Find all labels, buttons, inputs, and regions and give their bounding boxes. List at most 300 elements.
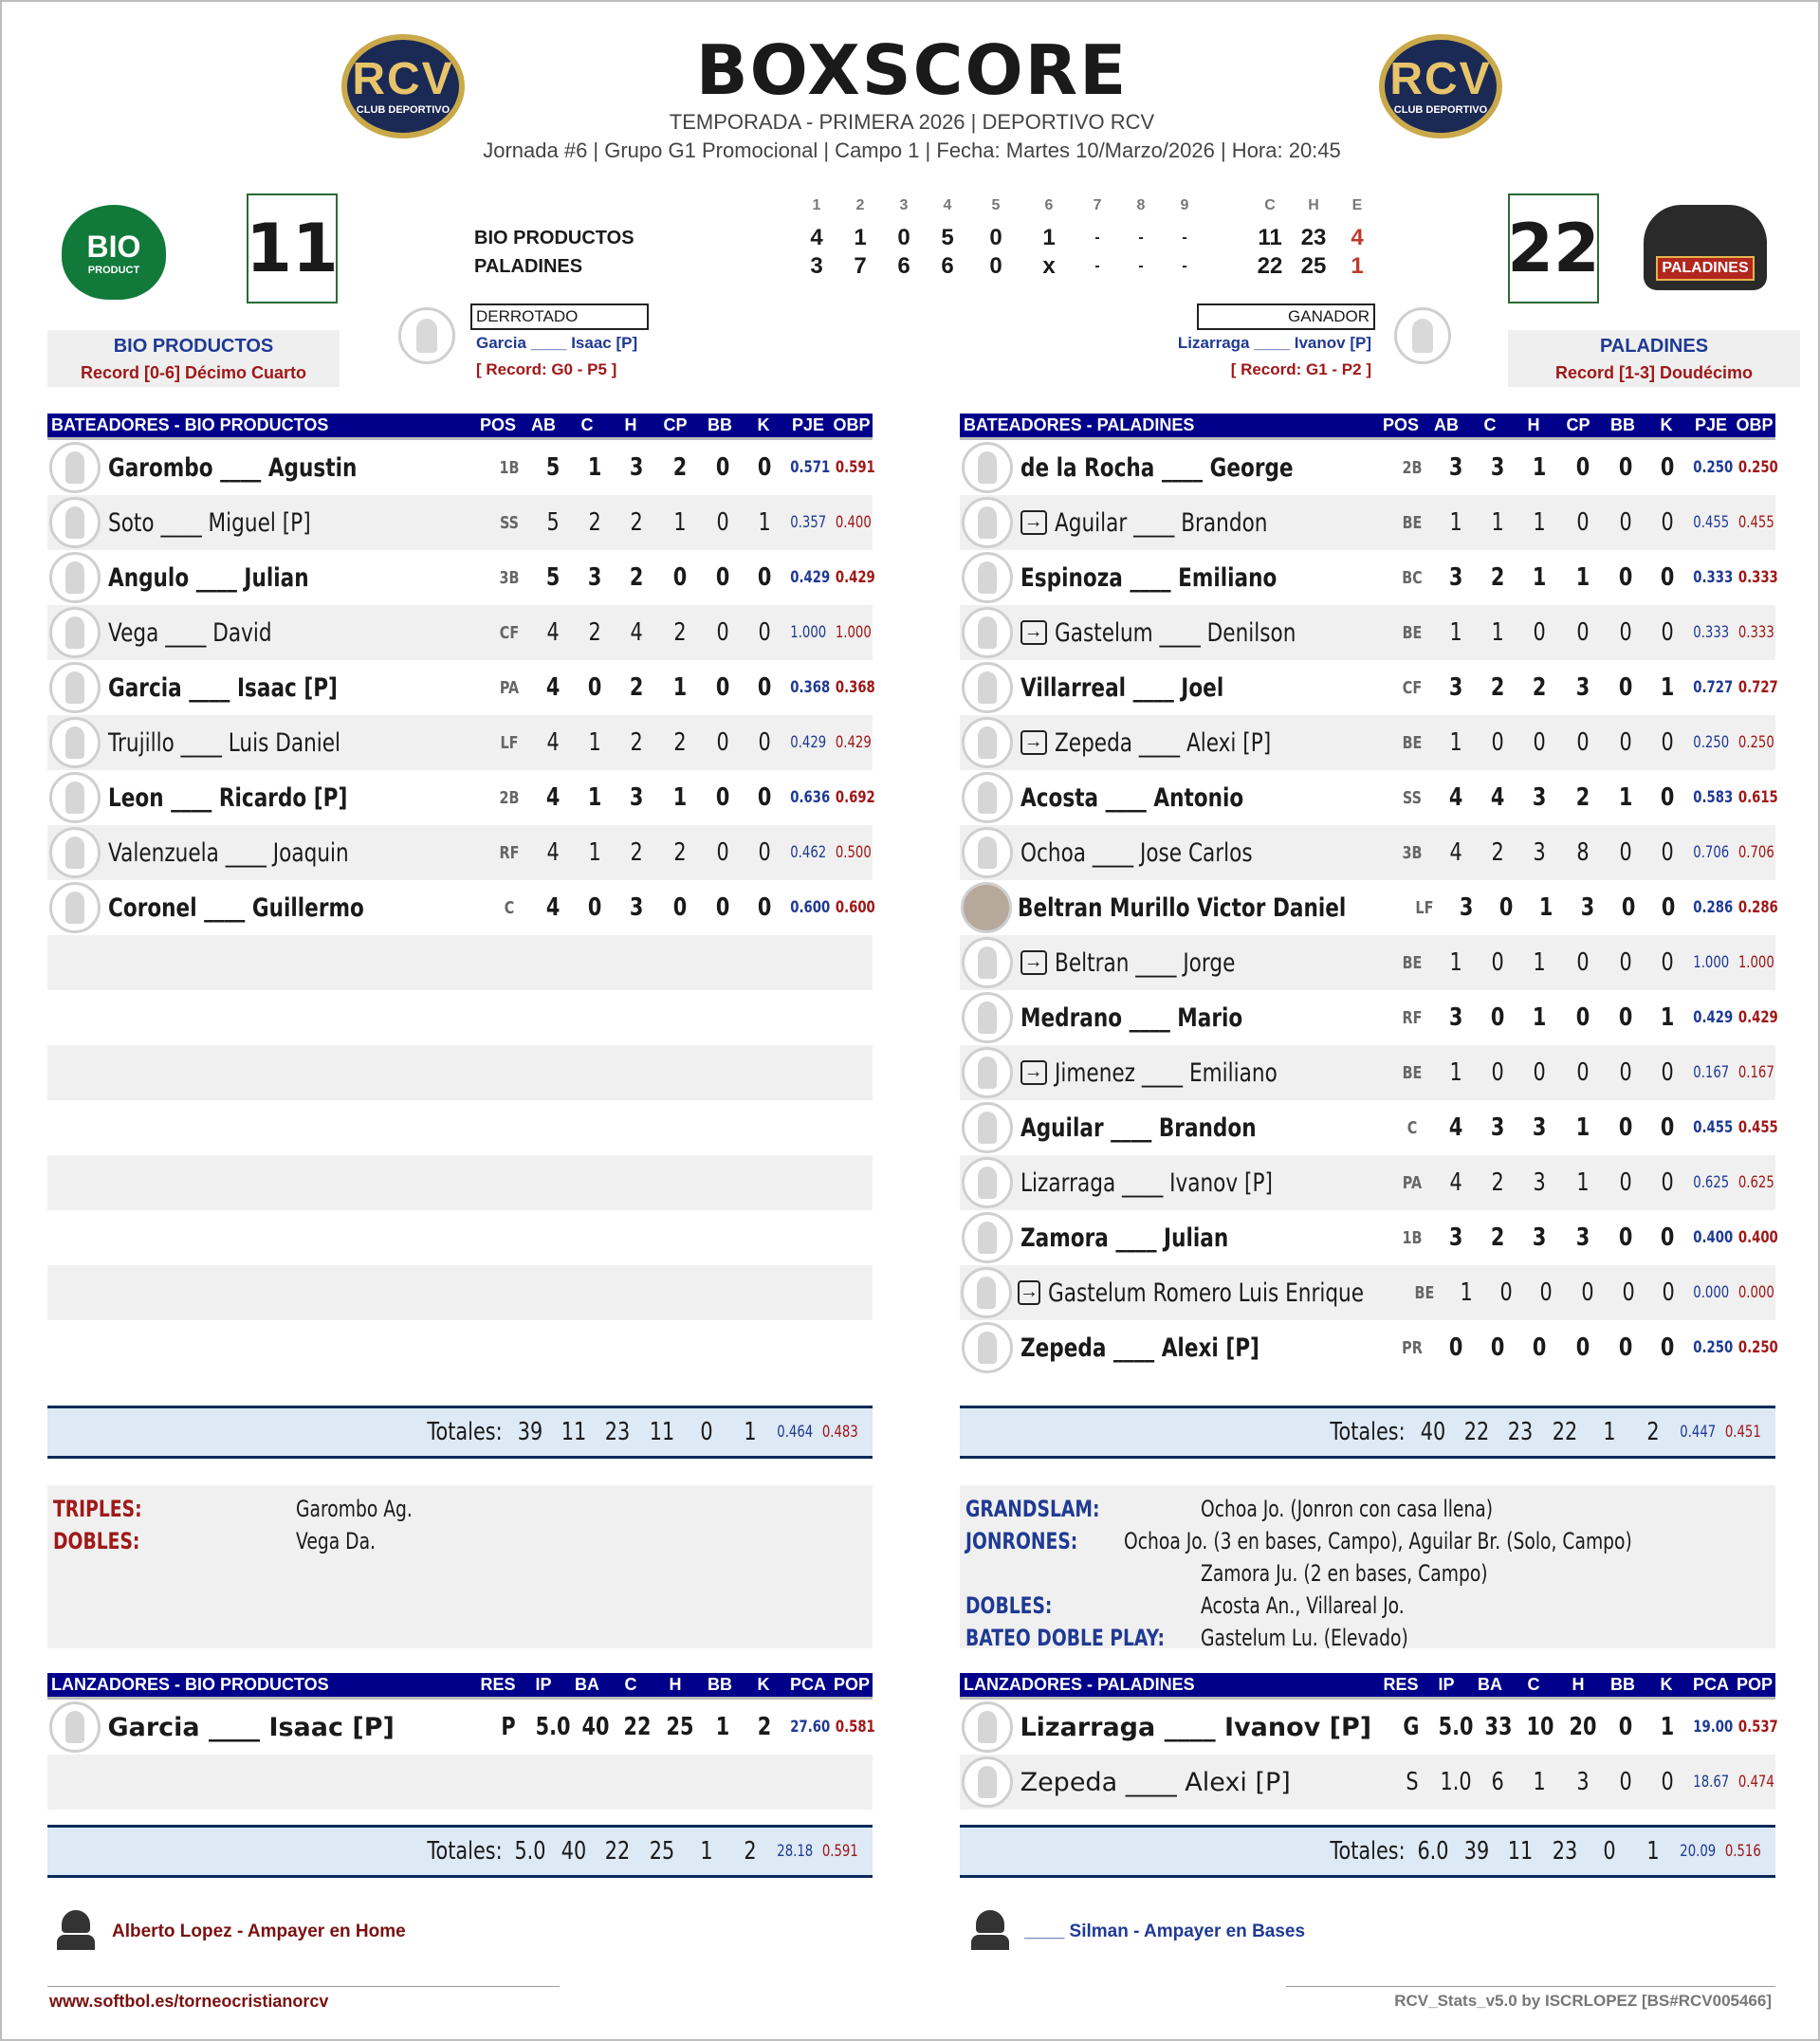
table-row	[960, 825, 1775, 880]
player-name[interactable]: Ochoa ____ Jose Carlos	[1020, 837, 1253, 868]
player-name[interactable]: Aguilar ____ Brandon	[1054, 507, 1268, 538]
player-name-cell	[102, 508, 487, 538]
stat-cp: 3	[1580, 893, 1594, 922]
player-name[interactable]: Jimenez ____ Emiliano	[1054, 1057, 1278, 1088]
stat-k: 1	[1660, 673, 1675, 702]
stat-bb: 0	[1619, 728, 1632, 757]
col-head: RES	[1383, 1675, 1419, 1694]
stat-h: 1	[1533, 453, 1547, 482]
total-obp: 0.483	[821, 1423, 858, 1442]
player-photo	[960, 935, 1015, 990]
player-name[interactable]: Gastelum ____ Denilson	[1054, 617, 1296, 648]
player-name-cell	[102, 563, 487, 593]
player-name[interactable]: Coronel ____ Guillermo	[107, 892, 364, 923]
player-photo	[47, 660, 102, 715]
stat-ba: 33	[1484, 1713, 1513, 1741]
total-pje: 0.464	[777, 1423, 814, 1442]
player-name[interactable]: Leon ____ Ricardo [P]	[107, 782, 347, 813]
player-position: BC	[1402, 567, 1423, 588]
col-head: IP	[535, 1675, 552, 1694]
total-hits: 23	[1300, 225, 1327, 250]
note-label: GRANDSLAM:	[965, 1496, 1100, 1522]
col-head: C	[624, 1675, 637, 1694]
player-name-cell	[102, 783, 487, 813]
player-name-cell	[1015, 1113, 1390, 1143]
stat-bb: 0	[1619, 508, 1632, 537]
section-title: BATEADORES - BIO PRODUCTOS	[51, 415, 329, 434]
stat-obp: 0.500	[835, 843, 872, 862]
stat-obp: 0.250	[1737, 458, 1778, 477]
player-name[interactable]: Trujillo ____ Luis Daniel	[107, 727, 340, 758]
stat-cp: 0	[1576, 728, 1590, 757]
stat-c: 4	[1491, 783, 1505, 812]
stat-cp: 0	[672, 563, 687, 592]
player-position: BE	[1402, 512, 1423, 533]
loser-name: Garcia ____ Isaac [P]	[476, 334, 638, 352]
player-name[interactable]: Medrano ____ Mario	[1020, 1002, 1242, 1033]
stat-k: 0	[1661, 1058, 1674, 1087]
stat-pop: 0.474	[1737, 1773, 1774, 1792]
player-name[interactable]: Espinoza ____ Emiliano	[1020, 562, 1277, 593]
inning-runs: 0	[897, 225, 910, 250]
player-photo	[47, 495, 102, 550]
total-h: 25	[649, 1837, 675, 1866]
player-avatar	[49, 662, 101, 713]
stat-h: 2	[630, 508, 644, 537]
stat-c: 0	[1491, 1058, 1505, 1087]
stat-k: 0	[757, 893, 772, 922]
logo-subtext: CLUB DEPORTIVO	[1393, 104, 1488, 116]
stat-h: 3	[1576, 1768, 1590, 1796]
stat-cp: 0	[1576, 508, 1590, 537]
total-pca: 28.18	[777, 1842, 814, 1861]
col-head: POS	[479, 415, 516, 434]
table-row	[960, 1700, 1778, 1755]
stat-c: 1	[1491, 508, 1505, 537]
player-position: 2B	[1402, 457, 1423, 478]
player-name[interactable]: Acosta ____ Antonio	[1020, 782, 1243, 813]
player-position: LF	[1415, 897, 1434, 918]
table-row	[960, 935, 1775, 990]
player-position: PA	[499, 677, 520, 698]
away-batting-rows	[47, 440, 873, 1375]
stat-ab: 3	[1449, 1223, 1463, 1252]
total-runs: 22	[1257, 253, 1283, 279]
stat-obp: 0.615	[1737, 788, 1778, 807]
stat-cp: 1	[1575, 1113, 1590, 1142]
player-photo	[960, 440, 1015, 495]
stat-pje: 0.706	[1693, 843, 1730, 862]
pitcher-name[interactable]: Lizarraga ____ Ivanov [P]	[1020, 1712, 1372, 1742]
stat-bb: 0	[715, 453, 729, 482]
stat-pje: 0.462	[790, 843, 827, 862]
player-name[interactable]: Villarreal ____ Joel	[1020, 672, 1223, 703]
linescore-header	[474, 197, 1379, 220]
stat-c: 2	[1491, 563, 1505, 592]
away-pitching-table	[47, 1673, 873, 1810]
stat-k: 0	[1660, 453, 1675, 482]
player-name[interactable]: Zamora ____ Julian	[1020, 1223, 1228, 1253]
player-name[interactable]: Vega ____ David	[107, 617, 272, 648]
stat-c: 1	[588, 783, 602, 812]
away-team-label	[47, 330, 340, 387]
stat-h: 0	[1539, 1278, 1553, 1307]
table-row	[47, 1755, 873, 1810]
logo-text: PALADINES	[1656, 256, 1754, 281]
player-avatar	[49, 442, 101, 493]
stat-h: 25	[666, 1713, 694, 1741]
stat-ab: 1	[1449, 618, 1462, 647]
stat-h: 2	[630, 563, 644, 592]
total-ba: 39	[1463, 1837, 1490, 1866]
player-avatar	[962, 1157, 1013, 1208]
table-row	[960, 1045, 1775, 1100]
total-ip: 5.0	[514, 1837, 546, 1866]
stat-k: 2	[757, 1713, 772, 1741]
player-avatar	[962, 937, 1013, 988]
logo-text: RCV	[352, 54, 454, 104]
section-title: LANZADORES - BIO PRODUCTOS	[51, 1675, 329, 1694]
stat-pca: 27.60	[790, 1718, 831, 1737]
errors-head: E	[1351, 197, 1363, 213]
home-batting-header	[960, 414, 1775, 440]
paladines-logo	[1639, 195, 1772, 300]
player-avatar	[962, 992, 1013, 1043]
stat-h: 3	[1533, 1113, 1547, 1142]
stat-obp: 0.000	[1737, 1283, 1774, 1302]
stat-cp: 2	[672, 453, 687, 482]
away-score: 11	[247, 193, 338, 303]
stat-k: 1	[1660, 1713, 1675, 1741]
player-name[interactable]: Zepeda ____ Alexi [P]	[1054, 727, 1271, 758]
linescore-team: BIO PRODUCTOS	[474, 227, 634, 248]
table-row	[960, 550, 1778, 605]
stat-res: G	[1403, 1713, 1420, 1741]
player-name-cell	[1015, 948, 1390, 978]
stat-k: 0	[1661, 893, 1676, 922]
total-c: 11	[561, 1418, 587, 1446]
stat-cp: 2	[673, 728, 687, 757]
inning-runs: 0	[989, 225, 1002, 250]
inning-runs: 1	[1042, 225, 1056, 250]
total-k: 2	[744, 1837, 757, 1866]
stat-bb: 0	[1618, 1713, 1633, 1741]
stat-pje: 0.400	[1693, 1228, 1734, 1247]
total-bb: 1	[700, 1837, 713, 1866]
player-name[interactable]: Aguilar ____ Brandon	[1020, 1112, 1257, 1143]
player-name-cell	[102, 673, 487, 703]
inning-runs: 6	[897, 253, 910, 279]
player-position: BE	[1402, 622, 1423, 643]
player-name[interactable]: Lizarraga ____ Ivanov [P]	[1020, 1168, 1273, 1198]
home-pitching-header	[960, 1673, 1775, 1700]
stat-obp: 0.400	[1737, 1228, 1778, 1247]
logo-text: RCV	[1389, 54, 1492, 104]
player-name[interactable]: Soto ____ Miguel [P]	[107, 507, 311, 538]
col-head: K	[757, 415, 770, 434]
stat-bb: 0	[1621, 893, 1635, 922]
total-k: 2	[1646, 1418, 1660, 1446]
note-row	[960, 1622, 1775, 1654]
stat-ab: 3	[1459, 893, 1474, 922]
stat-h: 0	[1533, 1058, 1547, 1087]
table-row	[47, 770, 873, 825]
away-team-name: BIO PRODUCTOS	[113, 336, 274, 357]
stat-c: 1	[588, 453, 602, 482]
winner-record: [ Record: G1 - P2 ]	[1230, 360, 1371, 378]
player-name[interactable]: Gastelum Romero Luis Enrique	[1048, 1278, 1365, 1308]
stat-c: 0	[1491, 728, 1505, 757]
stat-obp: 1.000	[835, 623, 872, 642]
player-name-cell	[1015, 1003, 1390, 1033]
inning-runs: 1	[854, 225, 867, 250]
linescore-row-home	[474, 252, 1379, 281]
stat-obp: 0.167	[1737, 1063, 1774, 1082]
totals-label: Totales:	[1330, 1837, 1406, 1866]
stat-c: 2	[1491, 673, 1505, 702]
col-head: H	[1527, 415, 1540, 434]
total-h: 23	[1507, 1418, 1534, 1446]
player-name[interactable]: Zepeda ____ Alexi [P]	[1020, 1333, 1259, 1363]
player-avatar	[962, 1701, 1013, 1753]
player-name-cell	[102, 728, 487, 758]
player-avatar	[962, 1322, 1013, 1373]
inning-runs: 5	[941, 225, 954, 250]
note-label: BATEO DOBLE PLAY:	[965, 1625, 1166, 1651]
stat-pje: 0.167	[1693, 1063, 1730, 1082]
note-row	[960, 1525, 1775, 1557]
stat-bb: 1	[1618, 783, 1632, 812]
player-avatar	[49, 772, 101, 823]
stat-k: 0	[1661, 728, 1674, 757]
player-name[interactable]: Valenzuela ____ Joaquin	[107, 837, 349, 868]
player-position: BE	[1402, 732, 1423, 753]
total-pca: 20.09	[1680, 1842, 1717, 1861]
stat-c: 3	[1491, 1113, 1505, 1142]
table-row	[47, 1700, 873, 1755]
winner-label: GANADOR	[1197, 303, 1375, 330]
inning-head: 5	[991, 197, 1001, 213]
col-head: PJE	[1694, 415, 1728, 434]
stat-c: 0	[1499, 1278, 1513, 1307]
stat-pje: 1.000	[1693, 953, 1730, 972]
note-value: Acosta An., Villareal Jo.	[1201, 1592, 1405, 1619]
stat-ba: 6	[1491, 1768, 1505, 1796]
stat-h: 3	[1533, 1168, 1547, 1197]
inning-runs: 3	[810, 253, 823, 279]
stat-k: 0	[757, 673, 772, 702]
player-position: 1B	[499, 457, 520, 478]
stat-pje: 0.636	[790, 788, 831, 807]
player-photo	[960, 825, 1015, 880]
stat-k: 0	[757, 563, 772, 592]
stat-pje: 0.455	[1693, 513, 1730, 532]
stat-cp: 1	[1575, 563, 1590, 592]
player-photo	[960, 495, 1015, 550]
col-head: CP	[1566, 415, 1590, 434]
stat-cp: 0	[1580, 1278, 1594, 1307]
inning-runs: 7	[854, 253, 867, 279]
col-head: IP	[1438, 1675, 1455, 1694]
substitute-arrow-icon: →	[1020, 1060, 1047, 1085]
player-avatar	[49, 497, 101, 548]
player-name[interactable]: Beltran ____ Jorge	[1054, 947, 1235, 978]
col-head: CP	[663, 415, 688, 434]
player-name-cell	[1015, 1333, 1390, 1363]
player-avatar	[962, 772, 1013, 823]
total-k: 1	[1646, 1837, 1660, 1866]
player-avatar	[962, 552, 1013, 603]
stat-c: 2	[588, 508, 601, 537]
stat-obp: 0.250	[1737, 1338, 1778, 1357]
player-avatar	[49, 827, 101, 878]
player-name-cell	[1012, 893, 1403, 923]
player-photo	[960, 1700, 1014, 1755]
home-team-name: PALADINES	[1599, 336, 1709, 357]
stat-c: 0	[1491, 1003, 1505, 1032]
col-head: POP	[833, 1675, 870, 1694]
total-pje: 0.447	[1680, 1423, 1717, 1442]
player-photo	[47, 605, 102, 660]
home-pitching-rows	[960, 1700, 1778, 1810]
player-name-cell	[102, 893, 487, 923]
table-row	[47, 1100, 873, 1155]
player-photo	[960, 550, 1015, 605]
col-head: BB	[708, 1675, 732, 1694]
stat-bb: 0	[1618, 1223, 1632, 1252]
stat-obp: 1.000	[1737, 953, 1774, 972]
stat-c: 3	[1491, 453, 1505, 482]
player-position: 3B	[1402, 842, 1423, 863]
player-avatar	[962, 442, 1013, 493]
stat-c: 1	[588, 838, 601, 867]
stat-ab: 4	[546, 728, 560, 757]
table-row	[47, 825, 873, 880]
stat-obp: 0.455	[1737, 513, 1774, 532]
stat-h: 3	[630, 783, 644, 812]
pitcher-name-cell	[1014, 1713, 1388, 1742]
note-label: DOBLES:	[53, 1528, 140, 1554]
stat-ab: 1	[1449, 508, 1462, 537]
table-row	[960, 990, 1778, 1045]
pitcher-name[interactable]: Zepeda ____ Alexi [P]	[1020, 1767, 1291, 1797]
player-name[interactable]: de la Rocha ____ George	[1020, 452, 1294, 483]
player-photo	[47, 825, 102, 880]
player-position: 2B	[499, 787, 520, 808]
pitcher-name[interactable]: Garcia ____ Isaac [P]	[107, 1712, 395, 1742]
total-c: 22	[604, 1837, 631, 1866]
player-position: C	[1406, 1117, 1418, 1138]
logo-text: BIO	[86, 229, 141, 264]
stat-cp: 0	[1576, 1058, 1590, 1087]
substitute-arrow-icon: →	[1020, 950, 1047, 975]
player-avatar	[961, 1267, 1012, 1318]
stat-ip: 5.0	[535, 1713, 571, 1741]
table-row	[47, 605, 873, 660]
stat-ab: 3	[1449, 1003, 1463, 1032]
stat-pje: 0.333	[1693, 623, 1730, 642]
player-name-cell	[1015, 618, 1390, 648]
player-photo	[960, 880, 1012, 935]
stat-bb: 0	[1618, 1003, 1632, 1032]
total-runs: 11	[1258, 225, 1282, 250]
table-row	[960, 440, 1778, 495]
stat-obp: 0.429	[835, 733, 872, 752]
player-photo	[960, 1045, 1015, 1100]
player-name[interactable]: Angulo ____ Julian	[107, 562, 309, 593]
stat-obp: 0.692	[835, 788, 875, 807]
footer-url[interactable]: www.softbol.es/torneocristianorcv	[49, 1992, 329, 2011]
stat-pca: 18.67	[1693, 1773, 1730, 1792]
inning-runs: -	[1182, 230, 1187, 246]
stat-pje: 0.250	[1693, 733, 1730, 752]
inning-head: 7	[1093, 197, 1102, 213]
pitcher-name-cell	[101, 1713, 485, 1742]
player-avatar	[962, 662, 1013, 713]
table-row	[960, 1100, 1778, 1155]
winner-photo	[1394, 307, 1451, 364]
stat-obp: 0.333	[1737, 623, 1774, 642]
stat-cp: 0	[1575, 1003, 1590, 1032]
total-errors: 4	[1351, 225, 1364, 250]
table-row	[47, 990, 873, 1045]
stat-cp: 3	[1575, 673, 1590, 702]
stat-bb: 0	[1618, 563, 1632, 592]
stat-c: 1	[1533, 1768, 1547, 1796]
stat-cp: 1	[1576, 1168, 1590, 1197]
total-c: 22	[1463, 1418, 1490, 1446]
player-position: CF	[499, 622, 520, 643]
stat-pje: 0.600	[790, 898, 831, 917]
player-name-cell	[1015, 1168, 1390, 1198]
player-photo	[47, 1700, 101, 1755]
total-ba: 40	[561, 1837, 587, 1866]
stat-ab: 4	[1449, 783, 1463, 812]
stat-h: 0	[1533, 1333, 1547, 1362]
player-position: C	[504, 897, 515, 918]
inning-head: 4	[943, 197, 952, 213]
note-row	[47, 1525, 873, 1557]
col-head: POS	[1382, 415, 1419, 434]
stat-pje: 1.000	[790, 623, 827, 642]
stat-cp: 1	[672, 673, 687, 702]
stat-h: 1	[1539, 893, 1553, 922]
col-head: RES	[480, 1675, 516, 1694]
stat-bb: 0	[1619, 1768, 1632, 1796]
stat-ip: 1.0	[1440, 1768, 1472, 1796]
stat-ab: 4	[545, 673, 561, 702]
player-photo	[960, 990, 1015, 1045]
player-name[interactable]: Garcia ____ Isaac [P]	[107, 672, 338, 703]
stat-k: 0	[757, 453, 772, 482]
stat-pje: 0.286	[1693, 898, 1734, 917]
player-photo	[47, 880, 102, 935]
stat-h: 3	[630, 893, 644, 922]
stat-cp: 0	[1576, 948, 1590, 977]
total-obp: 0.451	[1724, 1423, 1761, 1442]
col-head: BA	[575, 1675, 599, 1694]
stat-k: 0	[1660, 563, 1675, 592]
player-position: SS	[1403, 787, 1423, 808]
season-subtitle: TEMPORADA - PRIMERA 2026 | DEPORTIVO RCV	[669, 110, 1155, 134]
stat-c: 0	[1491, 1333, 1505, 1362]
player-name[interactable]: Beltran Murillo Victor Daniel	[1018, 892, 1347, 923]
umpire-home: Alberto Lopez - Ampayer en Home	[112, 1921, 406, 1941]
stat-h: 2	[630, 673, 644, 702]
stat-pca: 19.00	[1693, 1718, 1734, 1737]
player-avatar	[962, 607, 1013, 658]
player-name[interactable]: Garombo ____ Agustin	[107, 452, 357, 483]
